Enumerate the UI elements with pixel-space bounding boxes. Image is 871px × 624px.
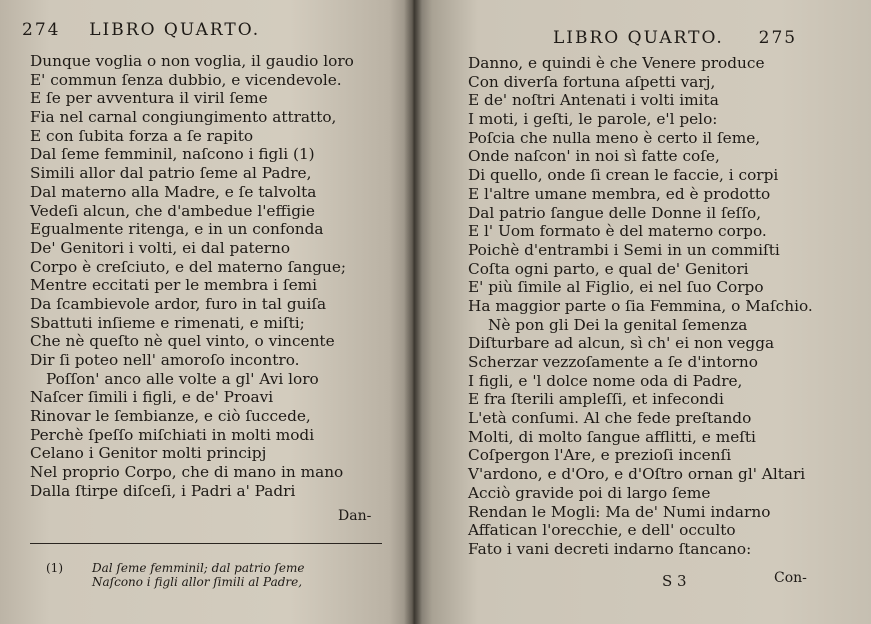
- footnote-text: Naſcono i figli allor ſimili al Padre,: [92, 575, 303, 589]
- verse-line: De' Genitori i volti, ei dal paterno: [30, 238, 291, 257]
- verse-line: Diſturbare ad alcun, sì ch' ei non vegga: [468, 334, 775, 353]
- left-running-head: [22, 20, 260, 40]
- verse-line: Perchè ſpeſſo miſchiati in molti modi: [30, 425, 315, 444]
- verse-line: Che nè queſto nè quel vinto, o vincente: [30, 332, 335, 351]
- verse-line: Nè pon gli Dei la genital ſemenza: [488, 315, 748, 334]
- footnote: [46, 561, 304, 589]
- verse-line: Dunque voglia o non voglia, il gaudio loro: [30, 52, 354, 70]
- verse-line: Egualmente ritenga, e in un confonda: [30, 220, 324, 239]
- left-page: [0, 0, 414, 624]
- left-catchword: Dan-: [338, 508, 372, 524]
- verse-line: Onde naſcon' in noi sì fatte coſe,: [468, 147, 720, 166]
- verse-line: E ſe per avventura il viril ſeme: [30, 89, 268, 108]
- verse-line: Dalla ſtirpe diſceſi, i Padri a' Padri: [30, 481, 296, 500]
- verse-line: E l'altre umane membra, ed è prodotto: [468, 184, 771, 203]
- verse-line: Fia nel carnal congiungimento attratto,: [30, 108, 337, 127]
- verse-line: Sbattuti inſieme e rimenati, e miſti;: [30, 313, 305, 332]
- verse-line: E' più ſimile al Figlio, ei nel ſuo Corpo: [468, 278, 764, 297]
- verse-line: Rinovar le ſembianze, e ciò ſuccede,: [30, 407, 311, 426]
- right-verse-lines: [468, 54, 813, 559]
- verse-line: I moti, i geſti, le parole, e'l pelo:: [468, 110, 718, 129]
- footnote-line: [46, 561, 304, 575]
- verse-line: Celano i Genitor molti principj: [30, 444, 267, 463]
- right-page-number: 275: [758, 28, 798, 48]
- right-running-head-title: LIBRO QUARTO.: [553, 28, 724, 48]
- verse-line: Coſpergon l'Are, e prezioſi incenſi: [468, 446, 732, 465]
- verse-line: Poſſon' anco alle volte a gl' Avi loro: [46, 369, 319, 388]
- right-running-head: [553, 28, 797, 48]
- verse-line: Coſta ogni parto, e qual de' Genitori: [468, 259, 749, 278]
- footnote-rule: [30, 543, 382, 544]
- verse-line: Con diverſa fortuna aſpetti varj,: [468, 72, 716, 91]
- verse-line: Scherzar vezzoſamente a ſe d'intorno: [468, 353, 758, 371]
- verse-line: I figli, e 'l dolce nome oda di Padre,: [468, 371, 743, 390]
- verse-line: Corpo è creſciuto, e del materno ſangue;: [30, 257, 347, 276]
- verse-line: Affatican l'orecchie, e dell' occulto: [468, 521, 736, 540]
- footnote-mark: (1): [46, 561, 63, 575]
- left-verse-lines: [30, 52, 354, 501]
- verse-line: Dal materno alla Madre, e ſe talvolta: [30, 182, 317, 201]
- verse-line: Mentre eccitati per le membra i ſemi: [30, 276, 318, 295]
- verse-line: Fato i vani decreti indarno ſtancano:: [468, 539, 752, 558]
- verse-line: Acciò gravide poi di largo ſeme: [468, 483, 711, 502]
- verse-line: Dal ſeme femminil, naſcono i figli (1): [30, 145, 315, 164]
- verse-line: Di quello, onde ſi crean le faccie, i corpi: [468, 166, 779, 185]
- verse-line: E fra ſterili ampleſſi, et infecondi: [468, 390, 724, 409]
- left-page-number: 274: [22, 20, 61, 40]
- verse-line: Da ſcambievole ardor, furo in tal guiſa: [30, 294, 327, 313]
- verse-line: Dir ſi poteo nell' amoroſo incontro.: [30, 351, 300, 369]
- verse-line: Naſcer ſimili i figli, e de' Proavi: [30, 388, 274, 407]
- left-running-head-title: LIBRO QUARTO.: [89, 20, 261, 40]
- right-page: [414, 0, 871, 624]
- verse-line: E' commun ſenza dubbio, e vicendevole.: [30, 70, 342, 89]
- verse-line: Dal patrio ſangue delle Donne il ſeſſo,: [468, 203, 762, 222]
- verse-line: V'ardono, e d'Oro, e d'Oſtro ornan gl' Altari: [468, 465, 806, 484]
- verse-line: Ha maggior parte o ſia Femmina, o Maſchio.: [468, 296, 813, 315]
- verse-line: Vedeſi alcun, che d'ambedue l'effigie: [30, 201, 315, 220]
- verse-line: Simili allor dal patrio ſeme al Padre,: [30, 164, 312, 183]
- verse-line: E l' Uom formato è del materno corpo.: [468, 222, 767, 241]
- footnote-text: Dal ſeme femminil; dal patrio ſeme: [92, 561, 305, 575]
- verse-line: Danno, e quindi è che Venere produce: [468, 54, 765, 72]
- verse-line: Rendan le Mogli: Ma de' Numi indarno: [468, 502, 771, 521]
- book-gutter: [404, 0, 422, 624]
- verse-line: E de' noſtri Antenati i volti imita: [468, 91, 719, 110]
- signature-mark: S 3: [662, 572, 687, 590]
- verse-line: Nel proprio Corpo, che di mano in mano: [30, 463, 344, 482]
- verse-line: Molti, di molto ſangue afflitti, e meſti: [468, 427, 756, 446]
- verse-line: E con ſubita forza a ſe rapito: [30, 126, 254, 145]
- right-catchword: Con-: [774, 570, 807, 586]
- footnote-line: [46, 575, 304, 589]
- verse-line: L'età conſumi. Al che fede preſtando: [468, 409, 752, 428]
- verse-line: Poichè d'entrambi i Semi in un commiſti: [468, 240, 780, 259]
- verse-line: Poſcia che nulla meno è certo il ſeme,: [468, 128, 761, 147]
